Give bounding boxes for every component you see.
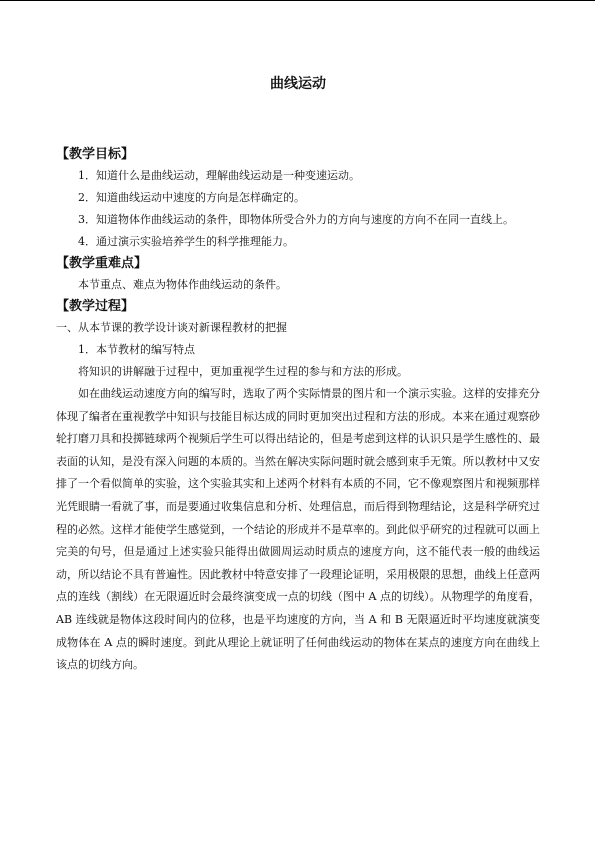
process-paragraph: 将知识的讲解融于过程中，更加重视学生过程的参与和方法的形成。 — [78, 365, 408, 378]
document-title: 曲线运动 — [270, 76, 326, 92]
objective-item: 2．知道曲线运动中速度的方向是怎样确定的。 — [78, 191, 305, 204]
objective-item: 3．知道物体作曲线运动的条件，即物体所受合外力的方向与速度的方向不在同一直线上。 — [78, 213, 514, 226]
objective-item: 1．知道什么是曲线运动，理解曲线运动是一种变速运动。 — [78, 169, 360, 182]
key-points-text: 本节重点、难点为物体作曲线运动的条件。 — [78, 278, 287, 291]
top-border-line — [0, 0, 595, 1]
process-heading: 【教学过程】 — [56, 299, 135, 314]
objective-item: 4．通过演示实验培养学生的科学推理能力。 — [78, 235, 294, 248]
document-page — [56, 74, 540, 677]
process-section-title: 一、从本节课的教学设计谈对新课程教材的把握 — [56, 321, 287, 334]
process-paragraph-long: 如在曲线运动速度方向的编写时，选取了两个实际情景的图片和一个演示实验。这样的安排充分体现了编者在重视教学中知识与技能目标达成的同时更加突出过程和方法的形成。本来在通过观察砂轮打磨刀具和投掷链球两个视频后学生可以得出结论的，但是考虑到这样的认识只是学生感性的、最表面的认知，是没有深入问题的本质的。当然在解决实际问题时就会感到束手无策。所以教材中又安排了一个看似简单的实验，这个实验其实和上述两个材料有本质的不同，它不像观察图片和视频那样光凭眼睛一看就了事，而是要通过收集信息和分析、处理信息，而后得到物理结论，这是科学研究过程的必然。这样才能使学生感觉到，一个结论的形成并不是草率的。到此似乎研究的过程就可以画上完美的句号，但是通过上述实验只能得出做圆周运动时质点的速度方向，这不能代表一般的曲线运动，所以结论不具有普遍性。因此教材中特意安排了一段理论证明，采用极限的思想，曲线上任意两点的连线（割线）在无限逼近时会最终演变成一点的切线（图中 A 点的切线）。从物理学的角度看，AB 连线就是物体这段时间内的位移，也是平均速度的方向，当 A 和 B 无限逼近时平均速度就演变成物体在 A 点的瞬时速度。到此从理论上就证明了任何曲线运动的物体在某点的速度方向在曲线上该点的切线方向。 — [56, 387, 540, 672]
objectives-heading: 【教学目标】 — [56, 147, 135, 162]
key-points-heading: 【教学重难点】 — [56, 256, 148, 271]
process-subsection-title: 1．本节教材的编写特点 — [78, 343, 195, 356]
